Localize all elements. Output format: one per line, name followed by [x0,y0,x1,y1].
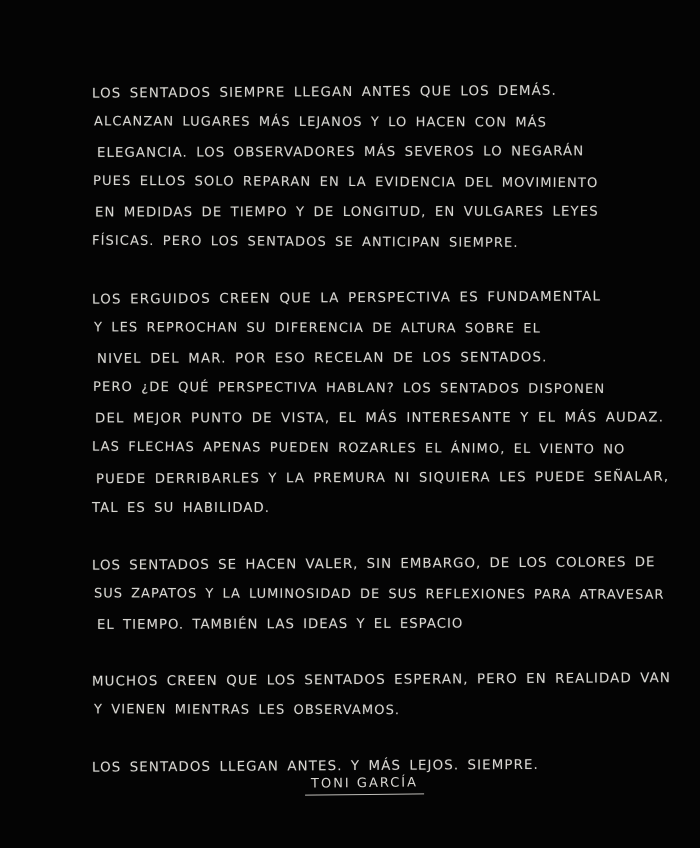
text-line: MUCHOS CREEN QUE LOS SENTADOS ESPERAN, PERO EN REALIDAD VAN [91,671,672,690]
text-line: LOS SENTADOS SE HACEN VALER, SIN EMBARGO, DE LOS COLORES DE [91,555,656,574]
text-line: LOS SENTADOS SIEMPRE LLEGAN ANTES QUE LOS DEMÁS. [91,83,557,102]
note-body [91,78,672,808]
text-line: ALCANZAN LUGARES MÁS LEJANOS Y LO HACEN CON MÁS [93,114,548,131]
text-line: Y VIENEN MIENTRAS LES OBSERVAMOS. [93,702,401,719]
paragraph-4 [91,666,672,726]
text-line: LOS ERGUIDOS CREEN QUE LA PERSPECTIVA ES FUNDAMENTAL [91,289,602,308]
text-line: SUS ZAPATOS Y LA LUMINOSIDAD DE SUS REFLEXIONES PARA ATRAVESAR [93,586,665,603]
text-line: Y LES REPROCHAN SU DIFERENCIA DE ALTURA SOBRE EL [93,320,541,337]
text-line: PERO ¿DE QUÉ PERSPECTIVA HABLAN? LOS SENTADOS DISPONEN [92,379,606,398]
text-line: PUES ELLOS SOLO REPARAN EN LA EVIDENCIA DEL MOVIMIENTO [92,173,599,192]
paragraph-1 [92,78,612,258]
paragraph-3 [91,550,665,640]
text-line: TAL ES SU HABILIDAD. [92,501,271,516]
paragraph-2 [91,284,670,524]
text-line: EL TIEMPO. TAMBIÉN LAS IDEAS Y EL ESPACIO [96,616,464,633]
author-signature: TONI GARCÍA [305,775,424,795]
text-line: ELEGANCIA. LOS OBSERVADORES MÁS SEVEROS LO NEGARÁN [96,144,585,161]
signature-area [0,772,700,795]
text-line: EN MEDIDAS DE TIEMPO Y DE LONGITUD, EN VULGARES LEYES [94,204,599,221]
text-line: LOS SENTADOS LLEGAN ANTES. Y MÁS LEJOS. SIEMPRE. [91,757,539,776]
text-line: FÍSICAS. PERO LOS SENTADOS SE ANTICIPAN SIEMPRE. [91,233,519,251]
text-line: PUEDE DERRIBARLES Y LA PREMURA NI SIQUIERA LES PUEDE SEÑALAR, [95,469,670,488]
text-line: NIVEL DEL MAR. POR ESO RECELAN DE LOS SENTADOS. [96,350,548,367]
text-line: DEL MEJOR PUNTO DE VISTA, EL MÁS INTERESANTE Y EL MÁS AUDAZ. [94,410,665,427]
text-line: LAS FLECHAS APENAS PUEDEN ROZARLES EL ÁNIMO, EL VIENTO NO [91,439,626,458]
